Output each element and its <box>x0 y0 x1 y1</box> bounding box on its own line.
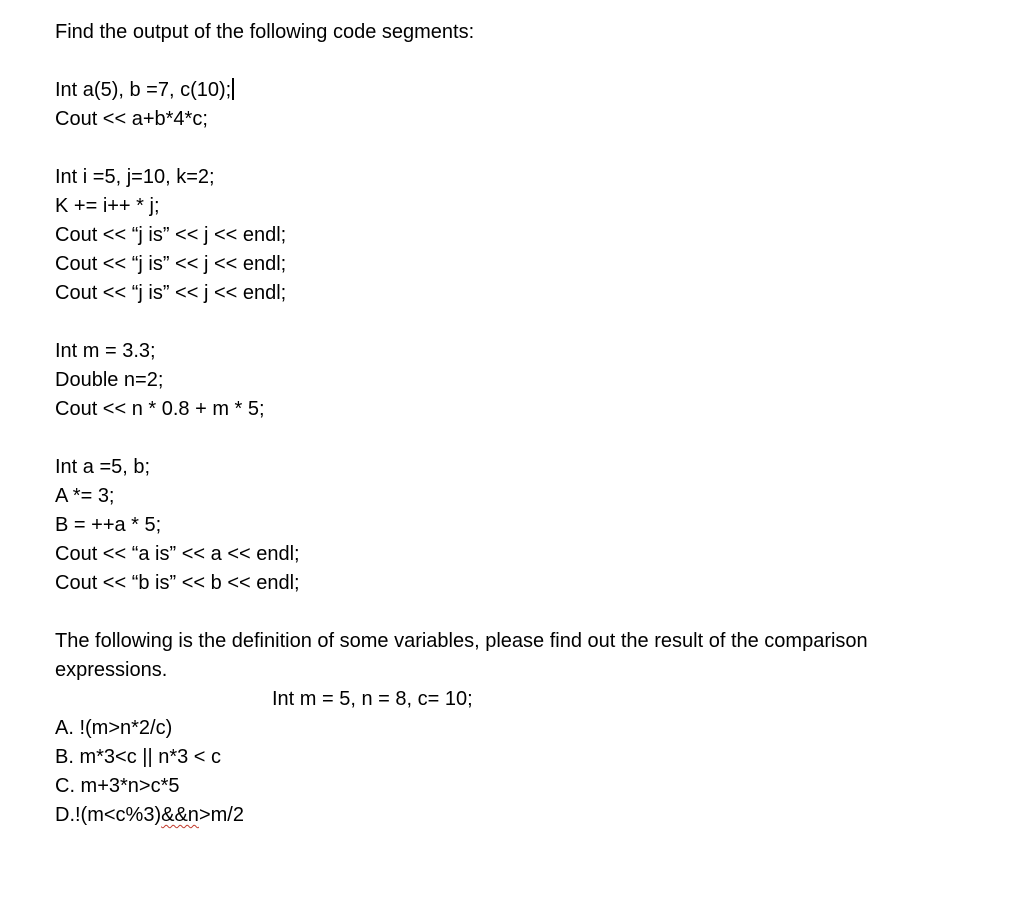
spacer <box>55 424 995 453</box>
code-line: Cout << “j is” << j << endl; <box>55 224 287 246</box>
code-segment-3 <box>55 337 995 424</box>
code-line[interactable] <box>55 76 995 105</box>
text-cursor <box>232 78 234 100</box>
document-body <box>55 18 995 830</box>
option-c: C. m+3*n>c*5 <box>55 775 180 797</box>
heading: Find the output of the following code segments: <box>55 21 475 43</box>
spellcheck-underline: &&n <box>161 804 199 826</box>
code-line: B = ++a * 5; <box>55 514 162 536</box>
comparison-intro: The following is the definition of some variables, please find out the result of the comparison expressions. <box>55 630 868 681</box>
code-text: Int a(5), b =7, c(10); <box>55 79 232 101</box>
code-line: A *= 3; <box>55 485 115 507</box>
option-a: A. !(m>n*2/c) <box>55 717 173 739</box>
code-line: Double n=2; <box>55 369 164 391</box>
code-line: Int a =5, b; <box>55 456 151 478</box>
comparison-section <box>55 627 995 830</box>
code-line: K += i++ * j; <box>55 195 160 217</box>
option-d <box>55 801 995 830</box>
code-line: Int m = 3.3; <box>55 340 156 362</box>
variable-definition: Int m = 5, n = 8, c= 10; <box>272 688 473 710</box>
spacer <box>55 47 995 76</box>
code-line: Cout << n * 0.8 + m * 5; <box>55 398 265 420</box>
spacer <box>55 598 995 627</box>
spacer <box>55 308 995 337</box>
code-line: Int i =5, j=10, k=2; <box>55 166 215 188</box>
code-line: Cout << “b is” << b << endl; <box>55 572 300 594</box>
code-line: Cout << “j is” << j << endl; <box>55 282 287 304</box>
code-line: Cout << “a is” << a << endl; <box>55 543 300 565</box>
option-b: B. m*3<c || n*3 < c <box>55 746 222 768</box>
code-segment-4 <box>55 453 995 598</box>
option-d-suffix: >m/2 <box>198 804 244 826</box>
code-line: Cout << “j is” << j << endl; <box>55 253 287 275</box>
spacer <box>55 134 995 163</box>
option-d-prefix: D.!(m<c%3) <box>55 804 162 826</box>
code-segment-1 <box>55 76 995 134</box>
code-line: Cout << a+b*4*c; <box>55 108 208 130</box>
code-segment-2 <box>55 163 995 308</box>
